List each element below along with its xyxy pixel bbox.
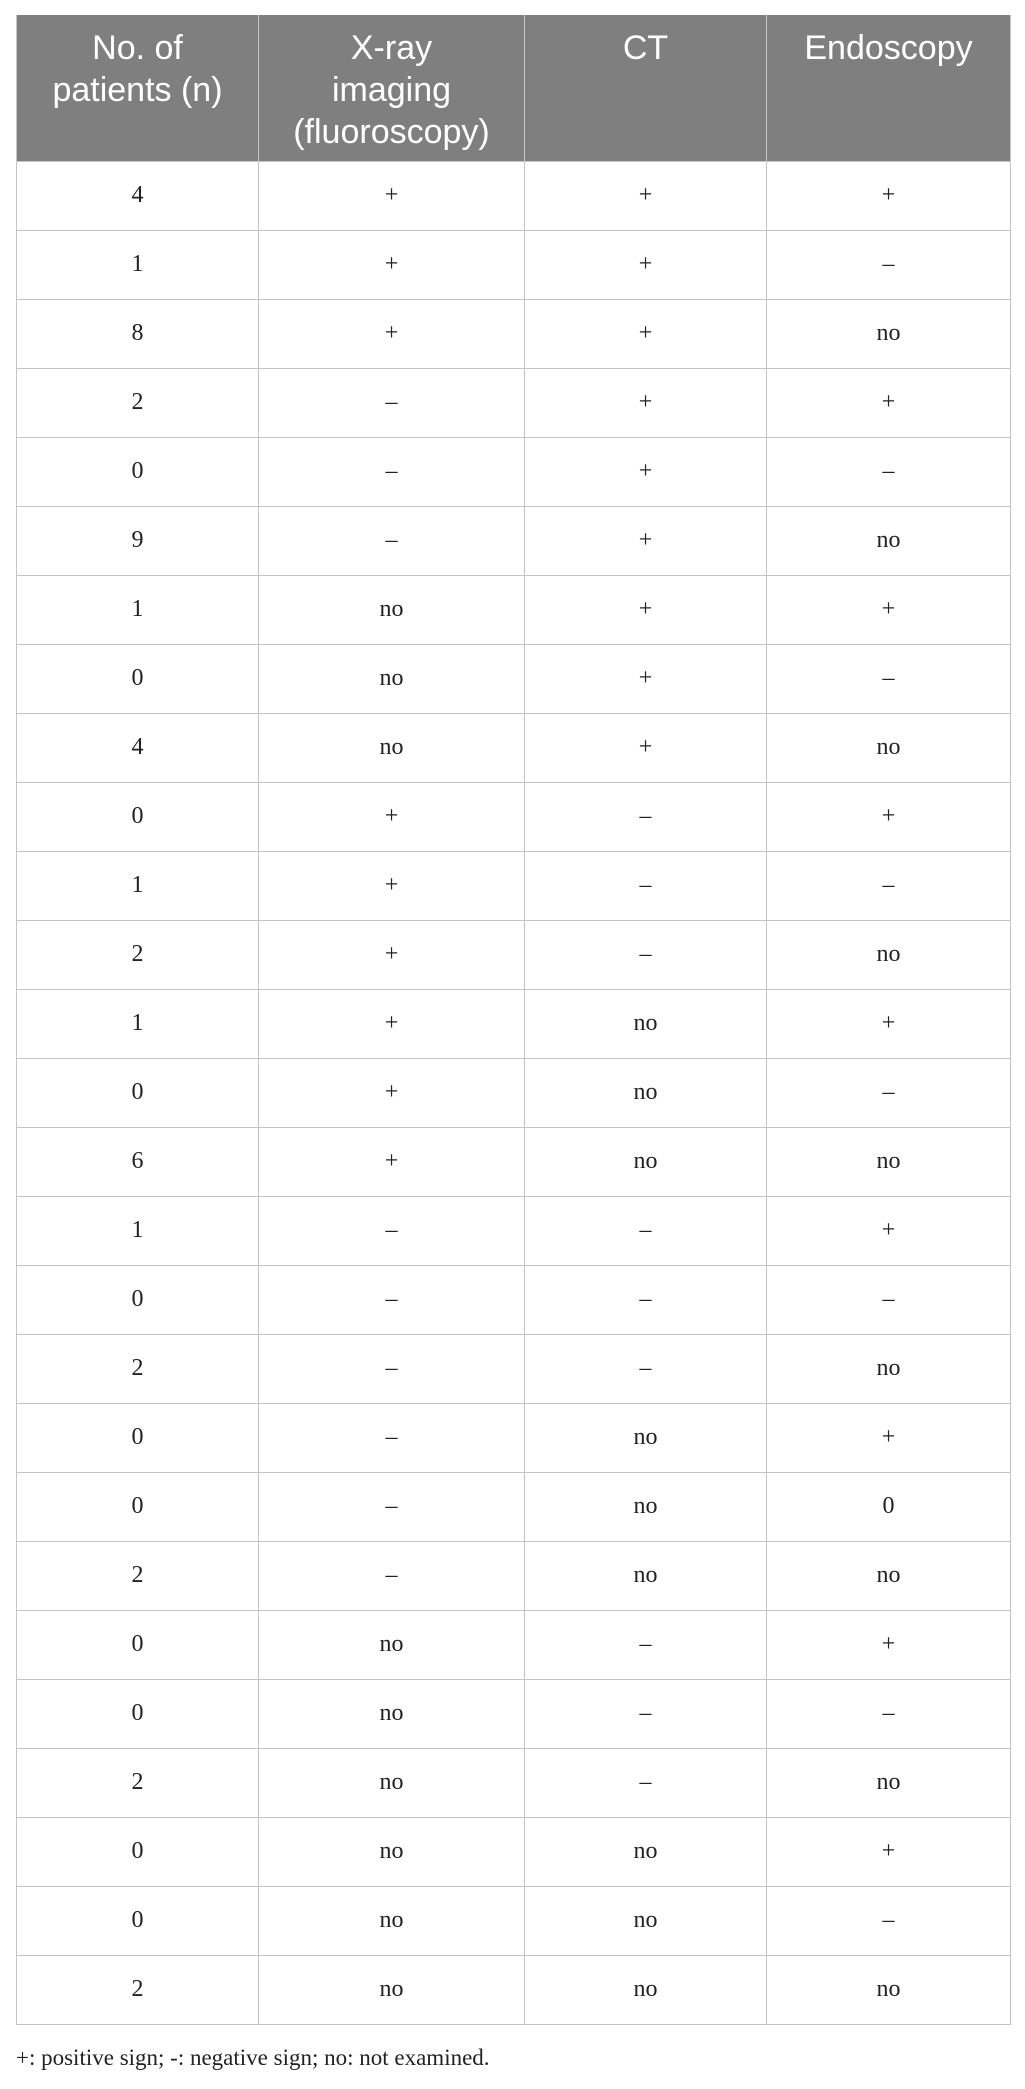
cell-endoscopy: + — [767, 161, 1011, 230]
cell-ct: – — [525, 851, 767, 920]
cell-xray: – — [259, 1472, 525, 1541]
cell-patients: 2 — [17, 1748, 259, 1817]
cell-patients: 4 — [17, 161, 259, 230]
cell-patients: 0 — [17, 1610, 259, 1679]
cell-endoscopy: no — [767, 1127, 1011, 1196]
table-row — [17, 644, 1011, 713]
cell-ct: – — [525, 1748, 767, 1817]
cell-ct: – — [525, 1265, 767, 1334]
cell-xray: – — [259, 1541, 525, 1610]
cell-endoscopy: + — [767, 1610, 1011, 1679]
table-row — [17, 1196, 1011, 1265]
cell-ct: – — [525, 1610, 767, 1679]
cell-endoscopy: no — [767, 1748, 1011, 1817]
table-footnote: +: positive sign; -: negative sign; no: not examined. — [16, 2045, 490, 2070]
cell-patients: 0 — [17, 782, 259, 851]
cell-endoscopy: 0 — [767, 1472, 1011, 1541]
cell-patients: 1 — [17, 230, 259, 299]
cell-endoscopy: – — [767, 230, 1011, 299]
table-row — [17, 437, 1011, 506]
cell-patients: 0 — [17, 1886, 259, 1955]
cell-patients: 1 — [17, 1196, 259, 1265]
cell-endoscopy: – — [767, 1679, 1011, 1748]
cell-xray: no — [259, 1748, 525, 1817]
table-row — [17, 1472, 1011, 1541]
header-xray: X-ray imaging (fluoroscopy) — [259, 15, 525, 161]
cell-endoscopy: + — [767, 1196, 1011, 1265]
cell-ct: – — [525, 1334, 767, 1403]
cell-patients: 2 — [17, 920, 259, 989]
table-row — [17, 1610, 1011, 1679]
header-endoscopy: Endoscopy — [767, 15, 1011, 161]
header-patients: No. of patients (n) — [17, 15, 259, 161]
table-row — [17, 920, 1011, 989]
cell-endoscopy: no — [767, 920, 1011, 989]
cell-endoscopy: no — [767, 1955, 1011, 2024]
cell-ct: + — [525, 368, 767, 437]
cell-xray: + — [259, 299, 525, 368]
cell-ct: + — [525, 575, 767, 644]
cell-endoscopy: – — [767, 644, 1011, 713]
cell-xray: + — [259, 1127, 525, 1196]
table-row — [17, 782, 1011, 851]
cell-patients: 8 — [17, 299, 259, 368]
table-row — [17, 989, 1011, 1058]
cell-patients: 2 — [17, 1334, 259, 1403]
cell-endoscopy: – — [767, 1265, 1011, 1334]
cell-endoscopy: no — [767, 506, 1011, 575]
cell-patients: 0 — [17, 1472, 259, 1541]
cell-ct: + — [525, 437, 767, 506]
cell-ct: – — [525, 1679, 767, 1748]
cell-endoscopy: no — [767, 1334, 1011, 1403]
cell-patients: 2 — [17, 368, 259, 437]
cell-patients: 6 — [17, 1127, 259, 1196]
cell-ct: no — [525, 1058, 767, 1127]
table-row — [17, 1265, 1011, 1334]
cell-xray: no — [259, 1679, 525, 1748]
table-row — [17, 575, 1011, 644]
cell-ct: + — [525, 644, 767, 713]
cell-xray: no — [259, 1886, 525, 1955]
cell-patients: 0 — [17, 1817, 259, 1886]
cell-patients: 0 — [17, 1679, 259, 1748]
cell-endoscopy: – — [767, 437, 1011, 506]
table-row — [17, 1403, 1011, 1472]
cell-patients: 0 — [17, 1058, 259, 1127]
cell-endoscopy: no — [767, 299, 1011, 368]
cell-ct: + — [525, 299, 767, 368]
cell-xray: + — [259, 230, 525, 299]
cell-xray: – — [259, 1196, 525, 1265]
cell-ct: no — [525, 1817, 767, 1886]
cell-xray: no — [259, 1955, 525, 2024]
cell-ct: no — [525, 1127, 767, 1196]
table-row — [17, 161, 1011, 230]
cell-xray: – — [259, 437, 525, 506]
table-row — [17, 1127, 1011, 1196]
cell-endoscopy: + — [767, 1403, 1011, 1472]
cell-endoscopy: + — [767, 989, 1011, 1058]
cell-xray: + — [259, 989, 525, 1058]
cell-patients: 9 — [17, 506, 259, 575]
cell-xray: – — [259, 1403, 525, 1472]
cell-ct: no — [525, 1955, 767, 2024]
table-row — [17, 851, 1011, 920]
table-row — [17, 713, 1011, 782]
cell-patients: 0 — [17, 437, 259, 506]
cell-xray: + — [259, 782, 525, 851]
table-row — [17, 1955, 1011, 2024]
cell-endoscopy: – — [767, 851, 1011, 920]
cell-xray: + — [259, 920, 525, 989]
cell-ct: – — [525, 1196, 767, 1265]
table-row — [17, 230, 1011, 299]
cell-patients: 1 — [17, 575, 259, 644]
cell-endoscopy: no — [767, 1541, 1011, 1610]
cell-endoscopy: no — [767, 713, 1011, 782]
cell-xray: + — [259, 851, 525, 920]
cell-ct: + — [525, 506, 767, 575]
results-table — [16, 15, 1011, 2025]
cell-ct: + — [525, 161, 767, 230]
cell-xray: no — [259, 1610, 525, 1679]
cell-patients: 2 — [17, 1955, 259, 2024]
cell-endoscopy: + — [767, 1817, 1011, 1886]
header-ct: CT — [525, 15, 767, 161]
cell-xray: – — [259, 368, 525, 437]
cell-ct: no — [525, 1886, 767, 1955]
cell-xray: no — [259, 644, 525, 713]
table-row — [17, 1541, 1011, 1610]
cell-ct: no — [525, 1472, 767, 1541]
cell-xray: no — [259, 1817, 525, 1886]
cell-ct: – — [525, 920, 767, 989]
cell-ct: + — [525, 713, 767, 782]
cell-ct: no — [525, 1403, 767, 1472]
cell-ct: + — [525, 230, 767, 299]
cell-patients: 0 — [17, 1403, 259, 1472]
cell-endoscopy: + — [767, 368, 1011, 437]
cell-xray: – — [259, 1265, 525, 1334]
cell-endoscopy: – — [767, 1058, 1011, 1127]
cell-xray: – — [259, 1334, 525, 1403]
table-row — [17, 506, 1011, 575]
cell-xray: + — [259, 161, 525, 230]
header-row — [17, 15, 1011, 161]
cell-xray: + — [259, 1058, 525, 1127]
cell-ct: no — [525, 989, 767, 1058]
table-row — [17, 1886, 1011, 1955]
table-row — [17, 368, 1011, 437]
cell-xray: no — [259, 575, 525, 644]
table-row — [17, 1679, 1011, 1748]
table-row — [17, 1058, 1011, 1127]
table-row — [17, 1334, 1011, 1403]
table-row — [17, 299, 1011, 368]
cell-ct: – — [525, 782, 767, 851]
cell-ct: no — [525, 1541, 767, 1610]
cell-patients: 0 — [17, 644, 259, 713]
cell-patients: 0 — [17, 1265, 259, 1334]
cell-xray: – — [259, 506, 525, 575]
table-row — [17, 1817, 1011, 1886]
cell-endoscopy: – — [767, 1886, 1011, 1955]
cell-endoscopy: + — [767, 575, 1011, 644]
cell-patients: 1 — [17, 989, 259, 1058]
cell-patients: 2 — [17, 1541, 259, 1610]
table-row — [17, 1748, 1011, 1817]
table-body — [17, 161, 1011, 2024]
cell-xray: no — [259, 713, 525, 782]
cell-endoscopy: + — [767, 782, 1011, 851]
cell-patients: 4 — [17, 713, 259, 782]
cell-patients: 1 — [17, 851, 259, 920]
